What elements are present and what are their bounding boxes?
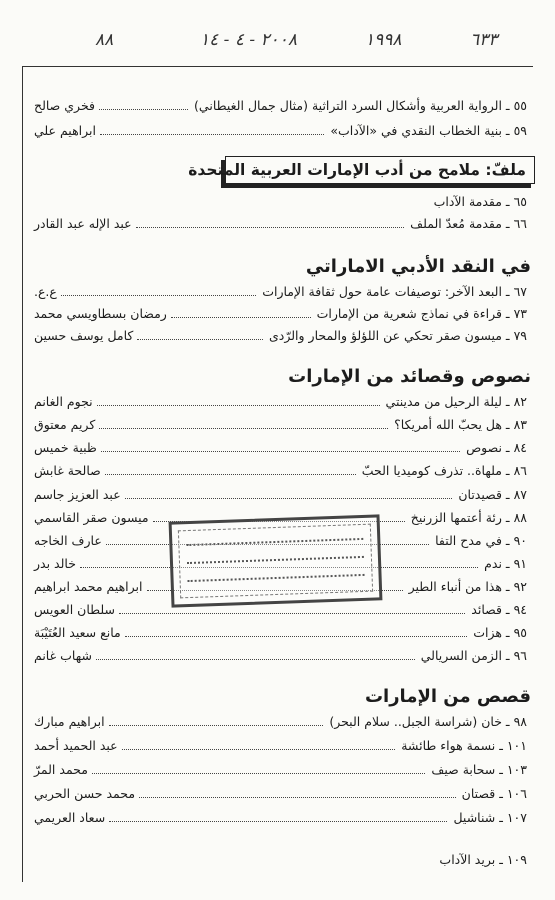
- dot-leader: [96, 659, 415, 660]
- section-heading: في النقد الأدبي الاماراتي: [305, 256, 531, 277]
- left-rule: [22, 66, 23, 882]
- toc-row: [34, 648, 527, 666]
- handwritten-number: ١٩٩٨: [365, 30, 402, 50]
- toc-row: [34, 625, 527, 643]
- toc-title: ٨٣ ـ هل يحبّ الله أمريكا؟: [394, 417, 527, 432]
- toc-title: ٩٠ ـ في مدح التفا: [435, 533, 527, 548]
- toc-title: ١٠١ ـ نسمة هواء طائشة: [401, 738, 527, 753]
- library-stamp: [169, 514, 383, 607]
- toc-author: فخري صالح: [34, 98, 95, 113]
- toc-title: ٩١ ـ ندم: [484, 556, 527, 571]
- toc-row: [34, 810, 527, 828]
- dot-leader: [101, 451, 460, 452]
- file-heading: ملفّ: ملامح من أدب الإمارات العربية المتحدة: [188, 161, 526, 179]
- toc-row: [34, 98, 527, 116]
- toc-row: [34, 786, 527, 804]
- toc-title: ٩٦ ـ الزمن السريالي: [420, 648, 527, 663]
- toc-row: [34, 417, 527, 435]
- handwritten-code: ٦٣٣: [470, 30, 498, 50]
- toc-title: ٥٩ ـ بنية الخطاب النقدي في «الآداب»: [330, 123, 527, 138]
- dot-leader: [137, 339, 263, 340]
- toc-author: صالحة غابش: [34, 463, 101, 478]
- toc-author: نجوم الغانم: [34, 394, 93, 409]
- dot-leader: [97, 405, 380, 406]
- toc-title: ٩٥ ـ هزات: [473, 625, 527, 640]
- toc-row: [34, 123, 527, 141]
- toc-row: [34, 602, 527, 620]
- toc-author: كامل يوسف حسين: [34, 328, 134, 343]
- toc-row: [34, 306, 527, 324]
- dot-leader: [92, 773, 425, 774]
- footer-entry: ١٠٩ ـ بريد الآداب: [439, 852, 527, 867]
- dot-leader: [99, 109, 188, 110]
- dot-leader: [139, 797, 456, 798]
- toc-author: عبد الحميد أحمد: [34, 738, 118, 753]
- toc-author: كريم معتوق: [34, 417, 96, 432]
- toc-title: ٨٢ ـ ليلة الرحيل من مدينتي: [385, 394, 527, 409]
- toc-author: ابراهيم محمد ابراهيم: [34, 579, 143, 594]
- toc-title: ٨٦ ـ ملهاة.. تذرف كوميديا الحبّ: [361, 463, 527, 478]
- toc-author: عارف الخاجه: [34, 533, 102, 548]
- toc-row: [34, 394, 527, 412]
- toc-title: ٩٤ ـ قصائد: [471, 602, 527, 617]
- toc-title: ٦٥ ـ مقدمة الآداب: [433, 194, 527, 209]
- toc-row: [34, 738, 527, 756]
- toc-row: [34, 328, 527, 346]
- file-heading-box: [188, 156, 535, 184]
- toc-title: ٦٧ ـ البعد الآخر: توصيفات عامة حول ثقافة الإمارات: [262, 284, 527, 299]
- toc-row: [34, 463, 527, 481]
- toc-author: مانع سعيد العُتَيْبَة: [34, 625, 121, 640]
- toc-author: محمد حسن الحربي: [34, 786, 136, 801]
- dot-leader: [136, 227, 404, 228]
- dot-leader: [119, 613, 465, 614]
- toc-author: عبد العزيز جاسم: [34, 487, 121, 502]
- toc-row: [34, 440, 527, 458]
- toc-title: ٩٢ ـ هذا من أنباء الطير: [408, 579, 527, 594]
- section-heading: قصص من الإمارات: [364, 686, 531, 707]
- toc-author: ع.ع.: [34, 284, 57, 299]
- dot-leader: [105, 474, 356, 475]
- toc-author: سعاد العريمي: [34, 810, 106, 825]
- dot-leader: [109, 725, 323, 726]
- toc-title: ٨٨ ـ رئة أعتمها الزرنيخ: [410, 510, 527, 525]
- handwritten-date: ٢٠٠٨ - ٤ - ١٤: [200, 30, 298, 50]
- toc-author: ميسون صقر القاسمي: [34, 510, 149, 525]
- dot-leader: [125, 498, 452, 499]
- dot-leader: [100, 134, 324, 135]
- dot-leader: [125, 636, 467, 637]
- dot-leader: [61, 295, 256, 296]
- toc-row: [34, 216, 527, 234]
- toc-author: شهاب غانم: [34, 648, 92, 663]
- toc-row: [34, 487, 527, 505]
- toc-title: ٨٤ ـ نصوص: [466, 440, 527, 455]
- toc-title: ٩٨ ـ خان (شراسة الجبل.. سلام البحر): [329, 714, 527, 729]
- toc-title: ٧٩ ـ ميسون صقر تحكي عن اللؤلؤ والمحار والرّدى: [269, 328, 527, 343]
- toc-title: ٨٧ ـ قصيدتان: [458, 487, 527, 502]
- toc-author: ظبية خميس: [34, 440, 97, 455]
- toc-title: ١٠٦ ـ قصتان: [461, 786, 527, 801]
- dot-leader: [171, 317, 311, 318]
- dot-leader: [109, 821, 447, 822]
- toc-author: ابراهيم مبارك: [34, 714, 105, 729]
- toc-row: [34, 714, 527, 732]
- toc-author: عبد الإله عبد القادر: [34, 216, 132, 231]
- dot-leader: [99, 428, 388, 429]
- toc-title: ١٠٧ ـ شناشيل: [453, 810, 527, 825]
- toc-author: رمضان بسطاويسي محمد: [34, 306, 167, 321]
- toc-author: خالد بدر: [34, 556, 76, 571]
- dot-leader: [122, 749, 395, 750]
- toc-row: [34, 284, 527, 302]
- toc-title: ٧٣ ـ قراءة في نماذج شعرية من الإمارات: [316, 306, 527, 321]
- top-rule: [22, 66, 533, 67]
- toc-title: ١٠٣ ـ سحابة صيف: [431, 762, 527, 777]
- toc-title: ٥٥ ـ الرواية العربية وأشكال السرد التراثية (مثال جمال الغيطاني): [194, 98, 527, 113]
- toc-author: محمد المرّ: [34, 762, 88, 777]
- toc-row: [34, 762, 527, 780]
- toc-author: سلطان العويس: [34, 602, 116, 617]
- toc-title: ٦٦ ـ مقدمة مُعدّ الملف: [410, 216, 527, 231]
- handwritten-page-number: ٨٨: [95, 30, 114, 50]
- toc-row: [34, 194, 527, 212]
- toc-author: ابراهيم علي: [34, 123, 96, 138]
- section-heading: نصوص وقصائد من الإمارات: [288, 366, 531, 387]
